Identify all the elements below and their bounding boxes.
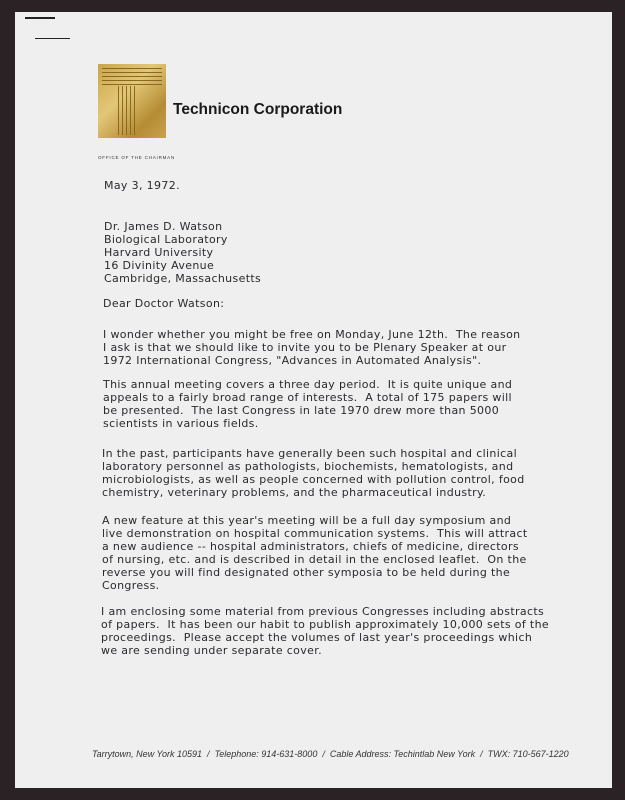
- scan-mark: [35, 38, 70, 39]
- text-line: reverse you will find designated other symposia to be held during the: [102, 566, 511, 579]
- text-line: appeals to a fairly broad range of interests. A total of 175 papers will: [103, 391, 512, 404]
- recipient-address: [104, 220, 261, 285]
- text-line: This annual meeting covers a three day period. It is quite unique and: [103, 378, 513, 391]
- text-line: I ask is that we should like to invite you to be Plenary Speaker at our: [103, 341, 507, 354]
- address-line: Harvard University: [104, 246, 214, 259]
- text-line: 1972 International Congress, "Advances in Automated Analysis".: [103, 354, 482, 367]
- company-name: Technicon Corporation: [173, 101, 343, 118]
- salutation: Dear Doctor Watson:: [103, 297, 225, 310]
- paragraph-5: [101, 605, 549, 657]
- text-line: In the past, participants have generally been such hospital and clinical: [102, 447, 518, 460]
- text-line: Congress.: [102, 579, 160, 592]
- address-line: 16 Divinity Avenue: [104, 259, 215, 272]
- text-line: I wonder whether you might be free on Monday, June 12th. The reason: [103, 328, 521, 341]
- paragraph-4: [102, 514, 528, 592]
- text-line: of nursing, etc. and is described in detail in the enclosed leaflet. On the: [102, 553, 527, 566]
- text-line: laboratory personnel as pathologists, biochemists, hematologists, and: [102, 460, 514, 473]
- address-line: Biological Laboratory: [104, 233, 228, 246]
- scan-mark: [25, 17, 55, 19]
- text-line: scientists in various fields.: [103, 417, 259, 430]
- letter-date: May 3, 1972.: [104, 179, 180, 192]
- text-line: microbiologists, as well as people concerned with pollution control, food: [102, 473, 525, 486]
- text-line: live demonstration on hospital communication systems. This will attract: [102, 527, 528, 540]
- text-line: A new feature at this year's meeting will be a full day symposium and: [102, 514, 512, 527]
- paragraph-3: [102, 447, 525, 499]
- paragraph-1: [103, 328, 521, 367]
- office-label: OFFICE OF THE CHAIRMAN: [98, 155, 176, 160]
- letterhead-footer: Tarrytown, New York 10591 / Telephone: 914-631-8000 / Cable Address: Techintlab New York / TWX: 710-567-1220: [92, 749, 569, 759]
- text-line: of papers. It has been our habit to publish approximately 10,000 sets of the: [101, 618, 550, 631]
- text-line: I am enclosing some material from previous Congresses including abstracts: [101, 605, 545, 618]
- company-logo: [98, 64, 166, 138]
- text-line: be presented. The last Congress in late 1970 drew more than 5000: [103, 404, 500, 417]
- text-line: we are sending under separate cover.: [101, 644, 322, 657]
- text-line: a new audience -- hospital administrators, chiefs of medicine, directors: [102, 540, 519, 553]
- paragraph-2: [103, 378, 512, 430]
- address-line: Cambridge, Massachusetts: [104, 272, 262, 285]
- text-line: proceedings. Please accept the volumes of last year's proceedings which: [101, 631, 533, 644]
- text-line: chemistry, veterinary problems, and the pharmaceutical industry.: [102, 486, 487, 499]
- address-line: Dr. James D. Watson: [104, 220, 223, 233]
